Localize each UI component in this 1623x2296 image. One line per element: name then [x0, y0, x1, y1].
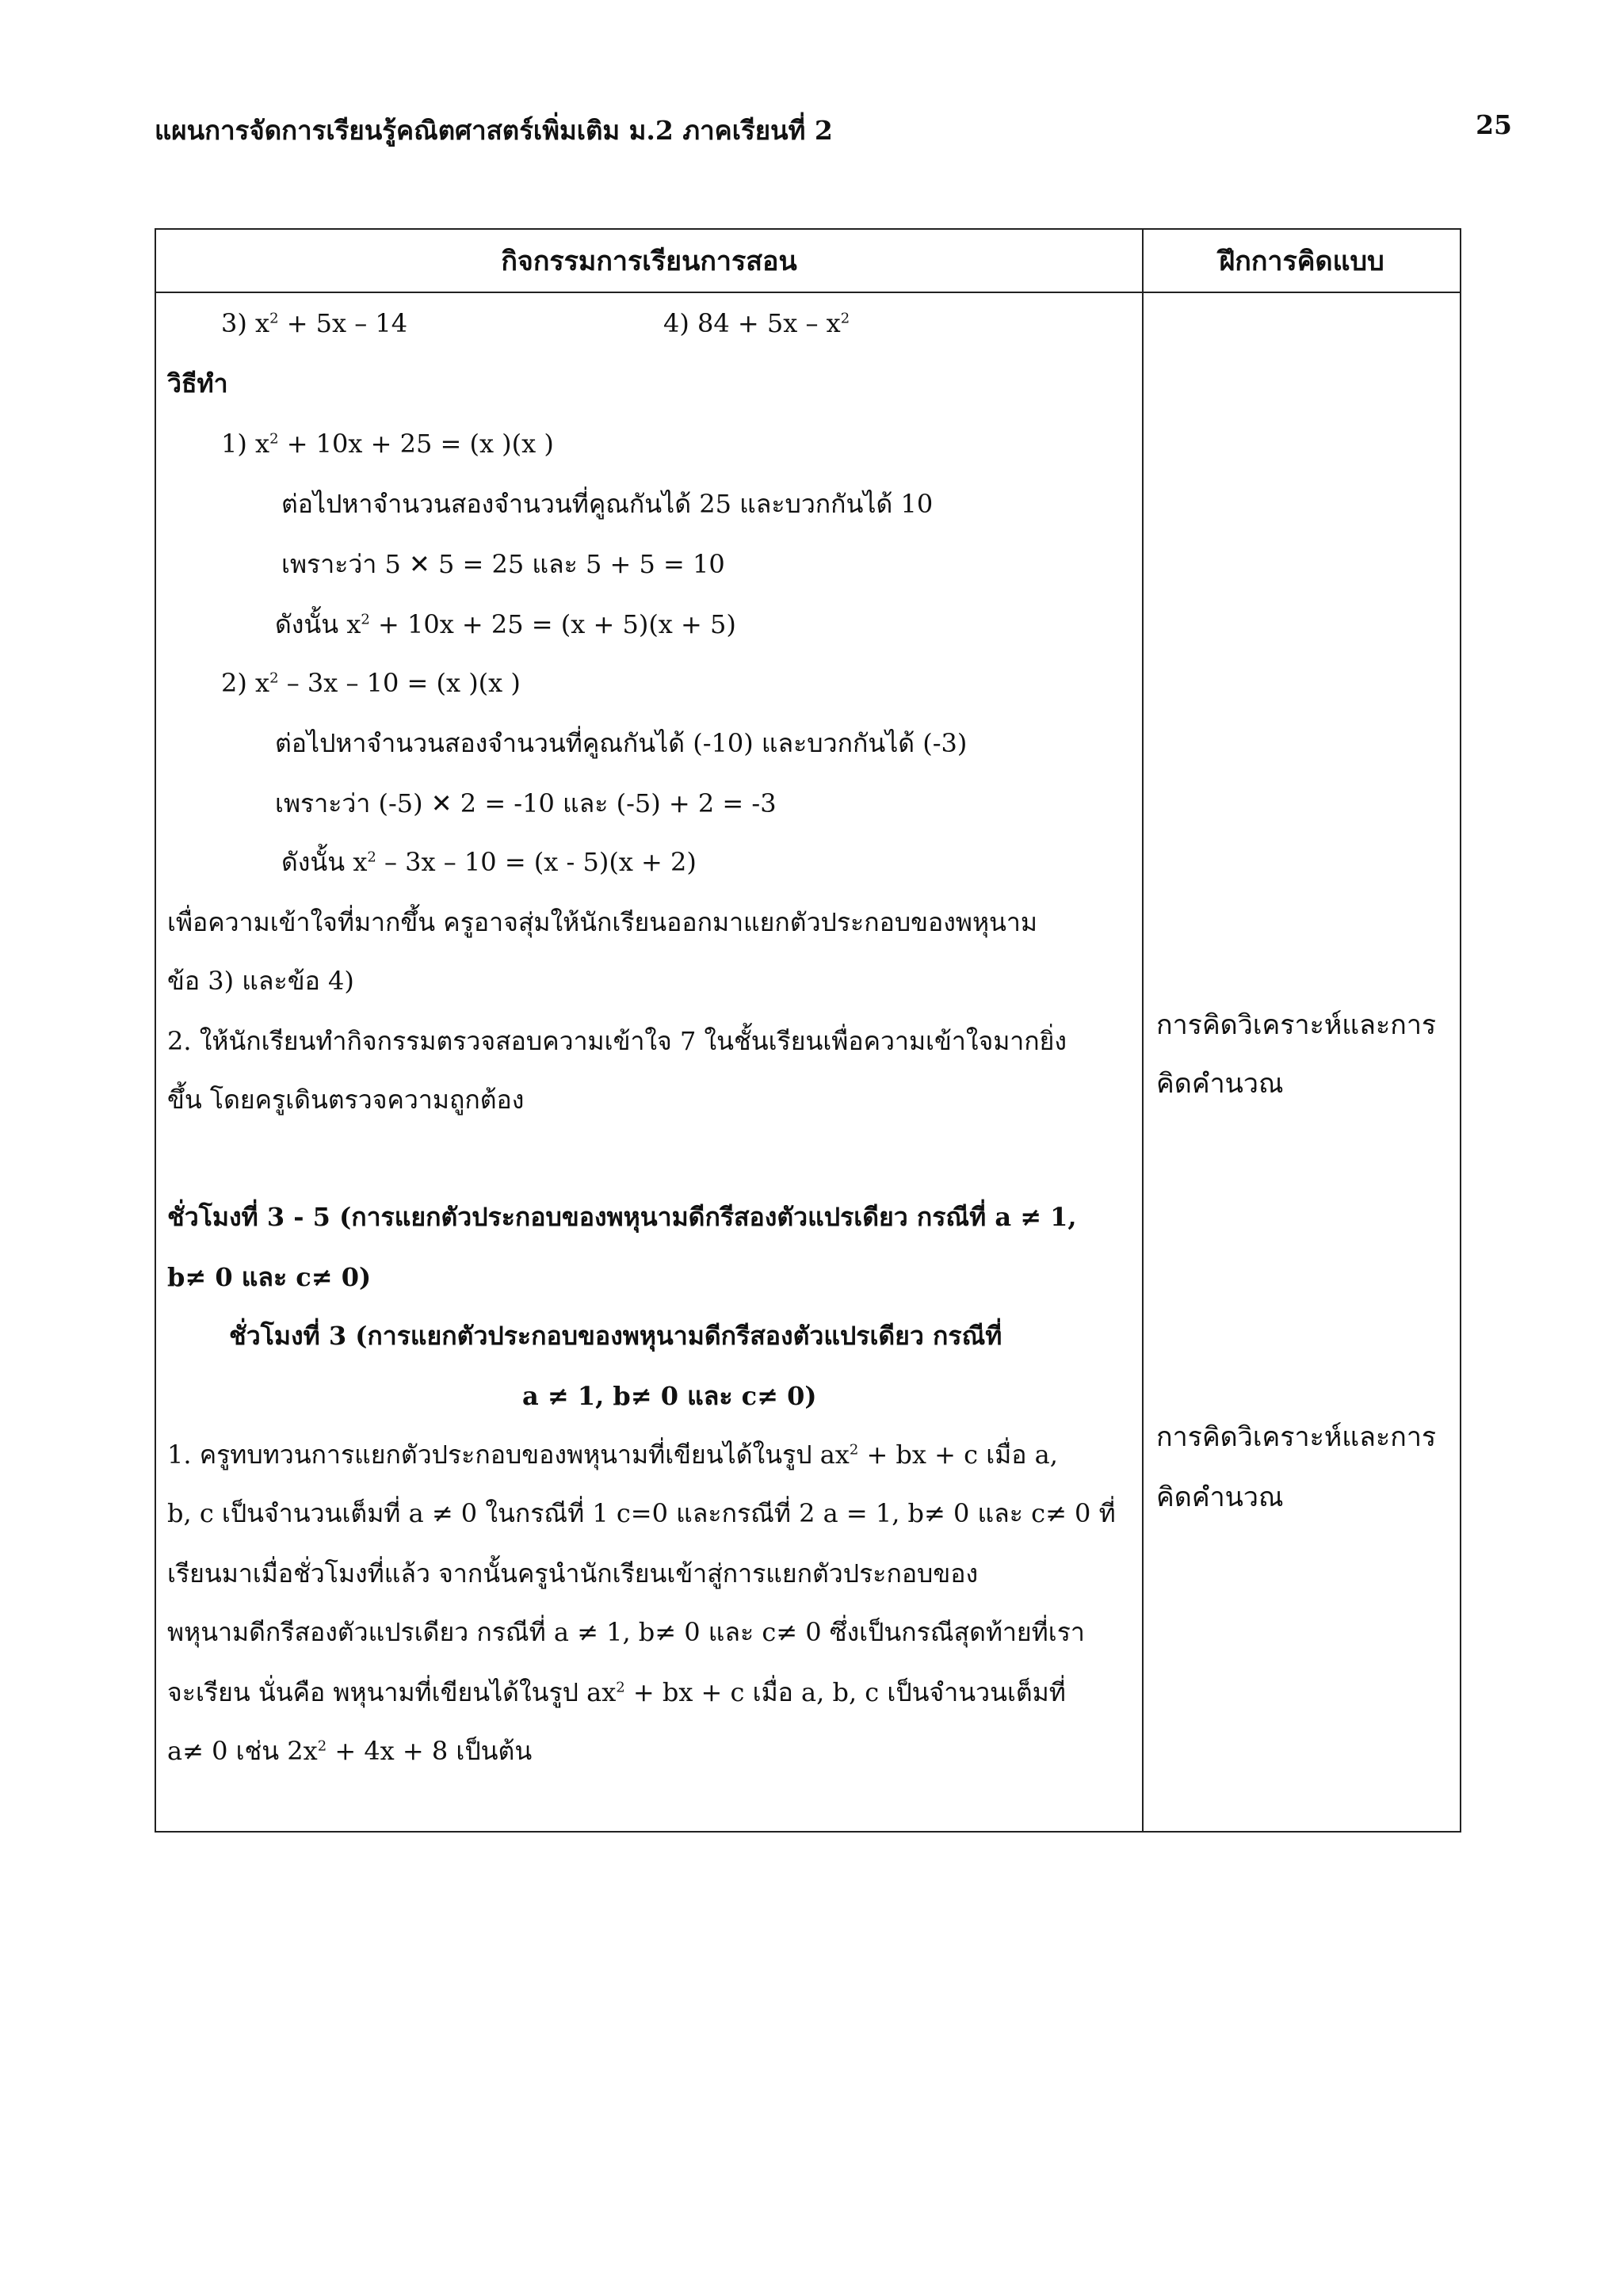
solution-2-next: ต่อไปหาจำนวนสองจำนวนที่คูณกันได้ (-10) และบวกกันได้ (-3) [275, 728, 968, 758]
understanding-line-1: เพื่อความเข้าใจที่มากขึ้น ครูอาจสุ่มให้นักเรียนออกมาแยกตัวประกอบของพหุนาม [167, 907, 1037, 937]
activity-2-line-2: ขึ้น โดยครูเดินตรวจความถูกต้อง [167, 1085, 525, 1115]
paragraph-line-1: 1. ครูทบทวนการแยกตัวประกอบของพหุนามที่เขียนได้ในรูป $ax^2$ + bx + c เมื่อ a, [167, 1440, 1058, 1470]
paragraph-line-2: b, c เป็นจำนวนเต็มที่ a ≠ 0 ในกรณีที่ 1 c=0 และกรณีที่ 2 a = 1, b≠ 0 และ c≠ 0 ที่ [167, 1498, 1116, 1528]
understanding-line-2: ข้อ 3) และข้อ 4) [167, 966, 354, 996]
hour-3-heading-2: a ≠ 1, b≠ 0 และ c≠ 0) [522, 1381, 817, 1411]
exercise-3: 3) $x^2 + 5x - 14$ [221, 308, 408, 338]
thinking-cell [1143, 292, 1461, 1832]
thinking-1-line-2: คิดคำนวณ [1156, 1068, 1284, 1100]
solution-2: 2) $x^2 - 3x - 10 = (x$ )(x ) [221, 668, 521, 698]
activity-2-line-1: 2. ให้นักเรียนทำกิจกรรมตรวจสอบความเข้าใจ 7 ในชั้นเรียนเพื่อความเข้าใจมากยิ่ง [167, 1026, 1067, 1056]
thinking-2-line-1: การคิดวิเคราะห์และการ [1156, 1421, 1437, 1453]
page-header [155, 109, 1512, 151]
solution-1-next: ต่อไปหาจำนวนสองจำนวนที่คูณกันได้ 25 และบวกกันได้ 10 [281, 489, 934, 519]
activity-cell [155, 292, 1143, 1832]
hour-3-5-heading-1: ชั่วโมงที่ 3 - 5 (การแยกตัวประกอบของพหุนามดีกรีสองตัวแปรเดียว กรณีที่ a ≠ 1, [167, 1202, 1077, 1232]
table-body-row [155, 292, 1461, 1832]
solution-1: 1) $x^2 + 10x + 25 = (x$ )(x ) [221, 429, 554, 459]
header-title: แผนการจัดการเรียนรู้คณิตศาสตร์เพิ่มเติม ม.2 ภาคเรียนที่ 2 [155, 115, 833, 146]
paragraph-line-3: เรียนมาเมื่อชั่วโมงที่แล้ว จากนั้นครูนำนักเรียนเข้าสู่การแยกตัวประกอบของ [167, 1558, 979, 1589]
col2-header: ฝึกการคิดแบบ [1143, 229, 1461, 292]
solution-1-because: เพราะว่า 5 ✕ 5 = 25 และ 5 + 5 = 10 [281, 549, 725, 579]
thinking-1-line-1: การคิดวิเคราะห์และการ [1156, 1009, 1437, 1041]
table-header-row [155, 229, 1461, 292]
method-heading: วิธีทำ [167, 368, 228, 399]
paragraph-line-6: a≠ 0 เช่น $2x^2 + 4x + 8$ เป็นต้น [167, 1736, 533, 1766]
solution-1-result: ดังนั้น $x^2 + 10x + 25 = (x + 5)(x + 5)$ [275, 609, 736, 639]
activity-table [155, 228, 1461, 1833]
paragraph-line-5: จะเรียน นั่นคือ พหุนามที่เขียนได้ในรูป $ax^2$ + bx + c เมื่อ a, b, c เป็นจำนวนเต็มที่ [167, 1677, 1066, 1707]
col1-header: กิจกรรมการเรียนการสอน [155, 229, 1143, 292]
paragraph-line-4: พหุนามดีกรีสองตัวแปรเดียว กรณีที่ a ≠ 1, b≠ 0 และ c≠ 0 ซึ่งเป็นกรณีสุดท้ายที่เรา [167, 1617, 1085, 1647]
thinking-2-line-2: คิดคำนวณ [1156, 1482, 1284, 1513]
solution-2-because: เพราะว่า (-5) ✕ 2 = -10 และ (-5) + 2 = -3 [275, 788, 777, 818]
hour-3-5-heading-2: b≠ 0 และ c≠ 0) [167, 1262, 372, 1292]
solution-2-result: ดังนั้น $x^2 - 3x - 10 = (x - 5)(x + 2)$ [281, 847, 697, 877]
exercise-4: 4) $84 + 5x - x^2$ [663, 308, 850, 338]
page-number: 25 [1476, 109, 1512, 140]
hour-3-heading-1: ชั่วโมงที่ 3 (การแยกตัวประกอบของพหุนามดีกรีสองตัวแปรเดียว กรณีที่ [229, 1321, 1002, 1351]
